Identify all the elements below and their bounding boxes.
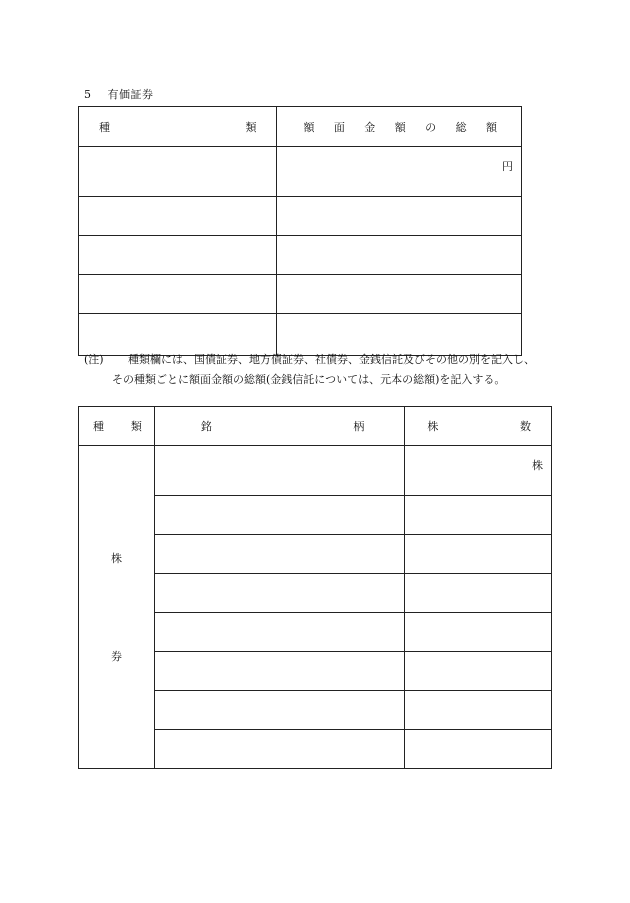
header-shares: [405, 407, 552, 446]
header-kind-char: 種: [93, 420, 104, 433]
section-heading: [84, 86, 154, 102]
shares-cell[interactable]: [405, 730, 552, 769]
header-face-value-total: [277, 107, 522, 147]
section-number: 5: [84, 88, 92, 101]
amount-cell[interactable]: [277, 197, 522, 236]
amount-cell[interactable]: [277, 275, 522, 314]
brand-cell[interactable]: [154, 613, 404, 652]
securities-table: [78, 106, 522, 356]
note-line-2: その種類ごとに額面金額の総額(金銭信託については、元本の総額)を記入する。: [112, 373, 506, 386]
brand-cell[interactable]: [154, 535, 404, 574]
table-row: [79, 446, 552, 496]
kind-cell[interactable]: [79, 147, 277, 197]
yen-unit: 円: [502, 160, 513, 173]
brand-cell[interactable]: [154, 730, 404, 769]
stock-kind-cell: [79, 446, 155, 769]
section-title-text: 有価証券: [107, 88, 154, 101]
header-kind-char: 類: [245, 120, 257, 134]
header-face-char: 金: [364, 120, 376, 134]
kind-cell[interactable]: [79, 236, 277, 275]
header-kind: [79, 107, 277, 147]
table-row: [79, 147, 522, 197]
shares-cell[interactable]: [405, 446, 552, 496]
brand-cell[interactable]: [154, 496, 404, 535]
shares-cell[interactable]: [405, 613, 552, 652]
stock-table: [78, 406, 552, 769]
header-shares-char: 数: [520, 420, 531, 433]
table-header-row: [79, 107, 522, 147]
kind-cell[interactable]: [79, 197, 277, 236]
header-kind-char: 種: [99, 120, 110, 134]
shares-unit: 株: [532, 459, 543, 472]
header-face-char: 額: [485, 120, 497, 134]
brand-cell[interactable]: [154, 691, 404, 730]
header-shares-char: 株: [427, 420, 439, 433]
kind-label-char: 株: [110, 552, 122, 565]
table-header-row: [79, 407, 552, 446]
kind-cell[interactable]: [79, 275, 277, 314]
header-kind: [79, 407, 155, 446]
shares-cell[interactable]: [405, 574, 552, 613]
header-brand: [154, 407, 404, 446]
note-block: [84, 350, 564, 390]
header-face-char: の: [425, 120, 437, 134]
header-kind-char: 類: [130, 420, 142, 433]
shares-cell[interactable]: [405, 535, 552, 574]
amount-cell[interactable]: [277, 147, 522, 197]
shares-cell[interactable]: [405, 496, 552, 535]
brand-cell[interactable]: [154, 652, 404, 691]
kind-label-char: 券: [110, 650, 122, 663]
header-face-char: 総: [455, 120, 467, 134]
header-face-char: 額: [394, 120, 406, 134]
shares-cell[interactable]: [405, 691, 552, 730]
header-brand-char: 銘: [200, 420, 212, 433]
table-row: [79, 236, 522, 275]
brand-cell[interactable]: [154, 574, 404, 613]
header-face-char: 額: [303, 120, 315, 134]
brand-cell[interactable]: [154, 446, 404, 496]
header-face-char: 面: [333, 120, 345, 134]
header-brand-char: 柄: [353, 420, 365, 433]
amount-cell[interactable]: [277, 236, 522, 275]
note-line-1: 種類欄には、国債証券、地方債証券、社債券、金銭信託及びその他の別を記入し、: [128, 353, 535, 366]
table-row: [79, 275, 522, 314]
shares-cell[interactable]: [405, 652, 552, 691]
table-row: [79, 197, 522, 236]
note-label: (注): [84, 353, 104, 366]
